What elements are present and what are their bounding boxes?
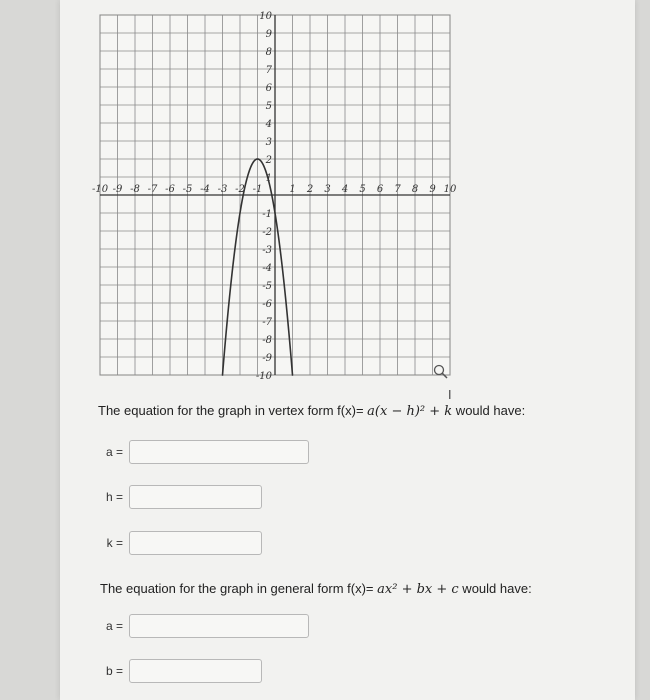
y-tick-label: -4 — [262, 263, 272, 274]
x-tick-label: 6 — [376, 184, 384, 195]
x-tick-label: 2 — [306, 184, 314, 195]
y-tick-label: 8 — [265, 47, 272, 58]
general-b-label: b = — [105, 664, 123, 678]
y-tick-label: 9 — [265, 29, 272, 40]
x-tick-label: -10 — [91, 184, 109, 195]
general-prompt-text: The equation for the graph in general form f(x)= — [100, 581, 378, 596]
x-tick-label: -1 — [252, 184, 263, 195]
vertex-k-label: k = — [106, 536, 123, 550]
graph-canvas — [91, 10, 457, 385]
general-formula: ax² + bx + c — [377, 582, 459, 597]
x-tick-label: 8 — [411, 184, 419, 195]
y-tick-label: -3 — [262, 245, 272, 256]
y-tick-label: -8 — [262, 335, 272, 346]
magnifier-icon[interactable] — [433, 364, 449, 385]
y-tick-label: -1 — [262, 209, 272, 220]
vertex-form-prompt — [98, 403, 525, 419]
y-tick-label: -7 — [262, 317, 272, 328]
general-a-label: a = — [105, 619, 123, 633]
y-tick-label: 7 — [265, 65, 272, 76]
vertex-a-label: a = — [105, 445, 123, 459]
x-tick-label: 3 — [324, 184, 331, 195]
y-tick-label: 1 — [265, 173, 272, 184]
vertex-a-row — [93, 440, 309, 464]
y-tick-label: 6 — [265, 83, 272, 94]
x-tick-label: -5 — [182, 184, 193, 195]
y-tick-label: -9 — [262, 353, 272, 364]
x-tick-label: 5 — [359, 184, 366, 195]
y-tick-label: 5 — [265, 101, 272, 112]
general-b-input[interactable] — [129, 659, 262, 683]
x-tick-label: 9 — [429, 184, 436, 195]
general-b-row — [93, 659, 262, 683]
vertex-k-row — [93, 531, 262, 555]
y-tick-label: -6 — [262, 299, 272, 310]
x-tick-label: -6 — [165, 184, 175, 195]
y-tick-label: 4 — [265, 119, 272, 130]
y-tick-label: 10 — [259, 11, 272, 22]
vertex-prompt-tail: would have: — [452, 403, 526, 418]
vertex-h-label: h = — [105, 490, 123, 504]
vertex-prompt-text: The equation for the graph in vertex form f(x)= — [98, 403, 368, 418]
x-tick-label: -9 — [112, 184, 123, 195]
x-tick-label: 1 — [289, 184, 296, 195]
general-a-input[interactable] — [129, 614, 309, 638]
y-tick-label: 2 — [265, 155, 272, 166]
coordinate-graph — [91, 10, 457, 385]
x-tick-label: -4 — [200, 184, 210, 195]
y-tick-label: -2 — [262, 227, 272, 238]
x-tick-label: 10 — [443, 184, 457, 195]
vertex-formula: a(x − h)² + k — [367, 404, 453, 419]
general-prompt-tail: would have: — [458, 581, 532, 596]
vertex-h-input[interactable] — [129, 485, 262, 509]
y-tick-label: -5 — [262, 281, 272, 292]
x-tick-label: -2 — [235, 184, 245, 195]
y-tick-label: -10 — [255, 371, 272, 382]
vertex-k-input[interactable] — [129, 531, 262, 555]
general-a-row — [93, 614, 309, 638]
x-tick-label: -3 — [217, 184, 228, 195]
worksheet — [60, 0, 635, 700]
y-tick-label: 3 — [265, 137, 272, 148]
text-cursor-icon: I — [448, 388, 452, 402]
x-tick-label: -8 — [130, 184, 140, 195]
general-form-prompt — [100, 581, 532, 597]
x-tick-label: -7 — [147, 184, 158, 195]
vertex-h-row — [93, 485, 262, 509]
x-tick-label: 7 — [394, 184, 401, 195]
vertex-a-input[interactable] — [129, 440, 309, 464]
x-tick-label: 4 — [341, 184, 349, 195]
